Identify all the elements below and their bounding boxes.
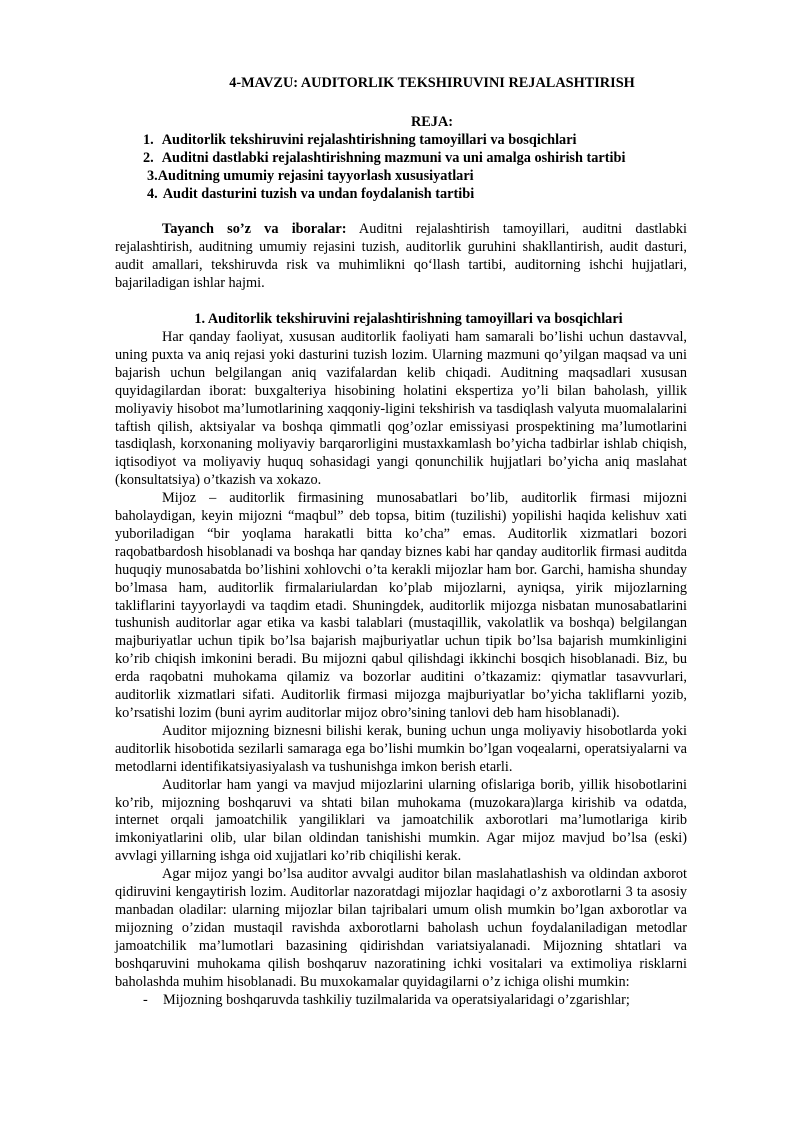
- plan-item: [115, 168, 687, 186]
- plan-item-text: Auditni dastlabki rejalashtirishning mazmuni va uni amalga oshirish tartibi: [161, 149, 626, 166]
- plan-item-number: 2.: [143, 149, 154, 166]
- bullet-text: Mijozning boshqaruvda tashkiliy tuzilmalarida va operatsiyalaridagi o’zgarishlar;: [163, 991, 630, 1008]
- plan-heading: REJA:: [410, 113, 454, 130]
- bullet-item: [115, 992, 687, 1010]
- keywords-text: Auditni rejalashtirish tamoyillari, auditni dastlabki rejalashtirish, auditning umumiy rejasini tuzish, auditorlik guruhini shakllantirish, audit dasturi, audit amallari, tekshiruvda risk va muhimlikni qoʻllash tartibi, auditorning ishchi hujjatlari, bajariladigan ishlar hajmi.: [115, 221, 687, 292]
- plan-item: [115, 186, 687, 204]
- plan-item-number: 4.: [147, 185, 158, 202]
- body-paragraph: Auditor mijozning biznesni bilishi kerak, buning uchun unga moliyaviy hisobotlarda yoki auditorlik hisobotida sezilarli samaraga ega bo’lishi mumkin bo’lgan voqealarni, operatsiyalarni va metodlarni identifikatsiyasiyalash va tushunishga imkon berish etarli.: [115, 722, 687, 775]
- body-paragraph: Agar mijoz yangi bo’lsa auditor avvalgi auditor bilan maslahatlashish va oldindan axborot qidiruvini kengaytirish lozim. Auditorlar nazoratdagi mijozlar haqidagi o’z axborotlarni 3 ta asosiy manbadan oladilar: ularning mijozlar bilan tajribalari umum olish mumkin bo’lgan axborotlar va mijozning o’zidan mustaqil ravishda axborotlarni baholash uchun foydalaniladigan metodlar jamoatchilik ma’lumotlari bazasining qidirishdan variatsiyalanadi. Mijozning shtatlari va boshqaruvini muhokama qilish boshqaruv nazoratining ichki vositalari va extimoliya risklarni baholashda muhim hisoblanadi. Bu muxokamalar quyidagilarni o’z ichiga olishi mumkin:: [115, 866, 687, 990]
- document-title: 4-MAVZU: AUDITORLIK TEKSHIRUVINI REJALASHTIRISH: [229, 75, 635, 91]
- section-heading: 1. Auditorlik tekshiruvini rejalashtirishning tamoyillari va bosqichlari: [194, 311, 623, 328]
- body-paragraph: Har qanday faoliyat, xususan auditorlik faoliyati ham samarali bo’lishi uchun dastavval, uning puxta va aniq rejasi yoki dasturini tuzish lozim. Ularning mazmuni qo’yilgan maqsad va uni bajarish uchun belgilangan aniq vazifalardan kelib chiqadi. Auditning maqsadlari xususan quyidagilardan iborat: buxgalteriya hisobining holatini ekspertiza yo’li bilan baholash, yillik moliyaviy hisobot ma’lumotlarining xaqqoniy-ligini tekshirish va tasdiqlash valyuta muomalalarini taftish qilish, aktsiyalar va boshqa qimmatli qog’ozlar emissiyasi prospektining ma’lumotlarini tasdiqlash, korxonaning moliyaviy barqarorligini mustaxkamlash bo’yicha tadbirlar ishlab chiqish, iqtisodiyot va moliyaviy huquq sohasidagi yangi qonunchilik hujjatlari bo’yicha aniq maslahat (konsultatsiya) o’tkazish va xokazo.: [115, 328, 687, 489]
- keywords-label: Tayanch so’z va iboralar:: [162, 221, 347, 238]
- plan-item-text: Auditorlik tekshiruvini rejalashtirishning tamoyillari va bosqichlari: [161, 131, 577, 148]
- plan-item-text: Audit dasturini tuzish va undan foydalanish tartibi: [162, 185, 475, 202]
- dash-bullet-icon: -: [143, 991, 148, 1008]
- plan-item-text: Auditning umumiy rejasini tayyorlash xususiyatlari: [157, 167, 474, 184]
- plan-item: [115, 150, 687, 168]
- body-paragraph: Auditorlar ham yangi va mavjud mijozlarini ularning ofislariga borib, yillik hisobotlarini ko’rib, mijozning boshqaruvi va shtati bilan muhokama (muzokara)larga kirishib va odatda, internet orqali jamoatchilik yangiliklari va jamoatchilik axborotlari ma’lumotlariga kirib imkoniyatlarini olib, ular bilan oldindan tanishishi mumkin. Agar mijoz mavjud bo’lsa (eski) avvlagi yillarning ishga oid xujjatlari ko’rib chiqilishi kerak.: [115, 776, 687, 865]
- plan-item: [115, 132, 687, 150]
- plan-item-number: 1.: [143, 131, 154, 148]
- keywords-paragraph: [115, 221, 687, 293]
- plan-list: [115, 132, 687, 204]
- body-paragraph: Mijoz – auditorlik firmasining munosabatlari bo’lib, auditorlik firmasi mijozni baholaydigan, keyin mijozni “maqbul” deb topsa, bitim (tuzilishi) yopilishi haqida kelishuv xati yuboriladigan “bir yoqlama harakatli bitta ko’cha” emas. Auditorlik xizmatlari bozori raqobatbardosh hisoblanadi va boshqa har qanday biznes kabi har qanday auditorlik firmasi auditda huquqiy munosabatda bo’lishini xohlovchi o’ta kerakli mijozlar ham bor. Garchi, hamisha shunday bo’lmasa ham, auditorlik firmalariulardan ko’plab mijozlarni, ayniqsa, yirik mijozlarning takliflarini tayyorlaydi va taqdim etadi. Shuningdek, auditorlik mijozga nisbatan munosabatlarini tushunish auditorlar agar etika va kasbi talablari (mustaqillik, vakolatlik va boshqa) belgilangan majburiyatlar uchun tipik bo’lsa bajarish majburiyatlar uchun tipik bo’lsa bajarish mumkinligini ko’rib chiqish imkonini beradi. Bu mijozni qabul qilishdagi ikkinchi bosqich hisoblanadi. Biz, bu erda raqobatni muhokama qilamiz va bozorlar auditini o’tkazamiz: qiymatlar tasavvurlari, auditorlik xizmatlari sifati. Auditorlik firmasi mijozga majburiyatlar bo’yicha takliflarni yozib, ko’rsatishi lozim (buni ayrim auditorlar mijoz obro’sining tanlovi deb ham hisoblanadi).: [115, 490, 687, 721]
- plan-item-number: 3.: [147, 167, 158, 184]
